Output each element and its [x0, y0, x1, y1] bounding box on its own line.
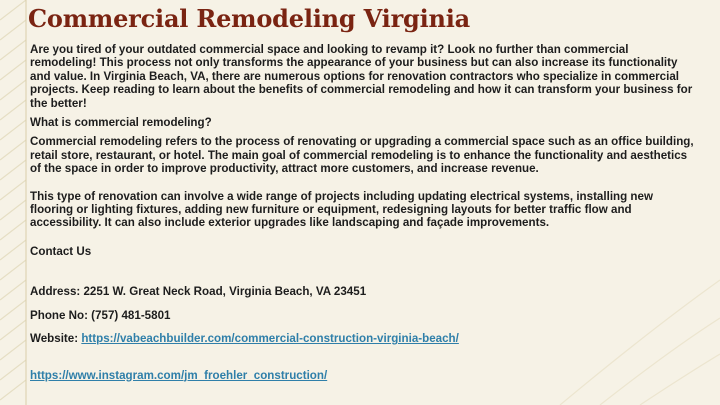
- phone-line: Phone No: (757) 481-5801: [30, 308, 171, 322]
- website-line: [30, 332, 694, 345]
- section-question: What is commercial remodeling?: [30, 116, 212, 130]
- address-line: Address: 2251 W. Great Neck Road, Virginia Beach, VA 23451: [30, 285, 367, 299]
- definition-paragraph: Commercial remodeling refers to the process of renovating or upgrading a commercial space such as an office building, retail store, restaurant, or hotel. The main goal of commercial remodeling is to enhance the functionality and aesthetics of the space in order to improve productivity, attract more customers, and increase revenue.: [30, 135, 694, 176]
- website-link[interactable]: https://vabeachbuilder.com/commercial-construction-virginia-beach/: [81, 332, 459, 346]
- slide-title: Commercial Remodeling Virginia: [28, 4, 471, 33]
- website-label: Website:: [30, 332, 82, 346]
- instagram-line: [30, 369, 694, 382]
- scope-paragraph: This type of renovation can involve a wide range of projects including updating electrical systems, installing new flooring or lighting fixtures, adding new furniture or equipment, redesigning layouts for better traffic flow and accessibility. It can also include exterior upgrades like landscaping and façade improvements.: [30, 189, 653, 230]
- contact-heading: Contact Us: [30, 244, 92, 258]
- intro-paragraph: Are you tired of your outdated commercial space and looking to revamp it? Look no further than commercial remodeling! This process not only transforms the appearance of your business but can also increase its functionality and value. In Virginia Beach, VA, there are numerous options for renovation contractors who specialize in commercial projects. Keep reading to learn about the benefits of commercial remodeling and how it can transform your business for the better!: [30, 43, 693, 110]
- instagram-link[interactable]: https://www.instagram.com/jm_froehler_construction/: [30, 368, 328, 382]
- slide-body: [30, 43, 694, 382]
